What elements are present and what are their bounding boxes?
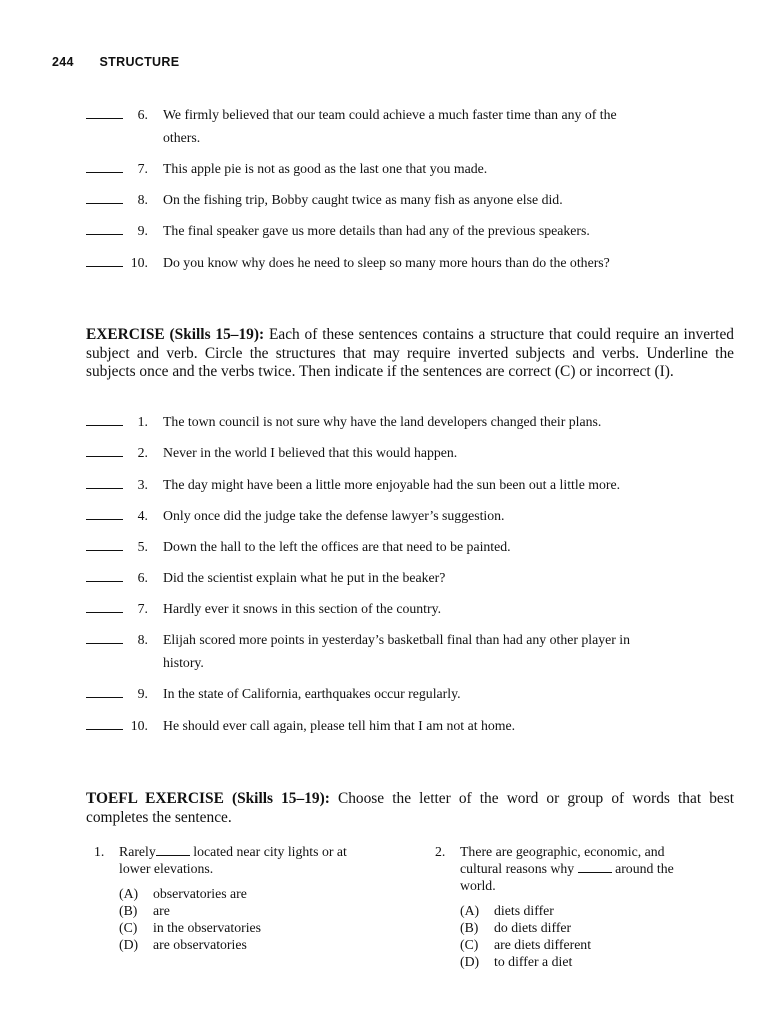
answer-options — [460, 902, 591, 970]
item-text — [163, 535, 723, 558]
item-number: 8. — [137, 192, 148, 207]
section-title: STRUCTURE — [99, 55, 180, 69]
item-text — [163, 410, 723, 433]
answer-blank — [86, 118, 123, 119]
item-text — [163, 566, 723, 589]
answer-option-a[interactable]: (A) diets differ — [460, 903, 554, 918]
item-number: 3. — [137, 477, 148, 492]
item-line: This apple pie is not as good as the last one that you made. — [163, 161, 488, 176]
item-line: In the state of California, earthquakes occur regularly. — [163, 686, 461, 701]
item-number: 9. — [137, 686, 148, 701]
item-line: The final speaker gave us more details than had any of the previous speakers. — [163, 223, 590, 238]
answer-blank — [86, 425, 123, 426]
item-number: 5. — [137, 539, 148, 554]
item-line: Elijah scored more points in yesterday’s basketball final than had any other player in — [163, 632, 631, 647]
answer-blank — [86, 172, 123, 173]
page-header — [52, 55, 179, 69]
item-text — [163, 504, 723, 527]
answer-blank — [86, 456, 123, 457]
answer-blank — [86, 519, 123, 520]
item-text — [163, 219, 723, 242]
toefl-instructions — [86, 790, 734, 827]
answer-blank — [86, 697, 123, 698]
answer-blank — [86, 266, 123, 267]
answer-option-d[interactable]: (D) are observatories — [119, 937, 247, 952]
answer-blank — [156, 843, 190, 856]
item-number: 6. — [137, 107, 148, 122]
item-line: Do you know why does he need to sleep so many more hours than do the others? — [163, 255, 610, 270]
stem-text: located near city lights or at — [193, 844, 347, 859]
item-text — [163, 157, 723, 180]
item-line: On the fishing trip, Bobby caught twice as many fish as anyone else did. — [163, 192, 563, 207]
item-text — [163, 103, 723, 149]
stem-text: Rarely — [119, 844, 156, 859]
item-line: Never in the world I believed that this would happen. — [163, 445, 458, 460]
answer-options — [119, 885, 261, 953]
item-line: Hardly ever it snows in this section of the country. — [163, 601, 442, 616]
item-text — [163, 251, 723, 274]
toefl-label: TOEFL EXERCISE (Skills 15–19): — [86, 790, 330, 807]
stem-text: There are geographic, economic, and — [460, 844, 665, 859]
question-number: 1. — [94, 844, 105, 859]
answer-blank — [578, 860, 612, 873]
question-stem — [119, 843, 389, 877]
item-number: 10. — [130, 718, 148, 733]
item-line: The day might have been a little more enjoyable had the sun been out a little more. — [163, 477, 621, 492]
answer-blank — [86, 203, 123, 204]
item-text — [163, 473, 723, 496]
item-line: Did the scientist explain what he put in the beaker? — [163, 570, 446, 585]
item-text — [163, 188, 723, 211]
answer-option-b[interactable]: (B) do diets differ — [460, 920, 572, 935]
question-number: 2. — [435, 844, 446, 859]
item-number: 4. — [137, 508, 148, 523]
answer-option-b[interactable]: (B) are — [119, 903, 170, 918]
answer-option-d[interactable]: (D) to differ a diet — [460, 954, 573, 969]
question-stem — [460, 843, 730, 894]
item-line: We firmly believed that our team could achieve a much faster time than any of the — [163, 107, 617, 122]
stem-text: cultural reasons why — [460, 861, 575, 876]
item-text — [163, 597, 723, 620]
item-text — [163, 714, 723, 737]
answer-option-a[interactable]: (A) observatories are — [119, 886, 247, 901]
item-line: He should ever call again, please tell him that I am not at home. — [163, 718, 516, 733]
answer-blank — [86, 550, 123, 551]
answer-blank — [86, 612, 123, 613]
exercise-label: EXERCISE (Skills 15–19): — [86, 326, 265, 343]
item-line: Only once did the judge take the defense lawyer’s suggestion. — [163, 508, 505, 523]
item-number: 7. — [137, 601, 148, 616]
item-line: Down the hall to the left the offices are that need to be painted. — [163, 539, 511, 554]
exercise-instructions-text: Each of these sentences contains a structure that could require an inverted subject and verb. Circle the structures that may require inverted subjects and verbs. Underline the subjects once and the verbs twice. Then indicate if the sentences are correct (C) or incorrect (I). — [86, 326, 734, 380]
answer-blank — [86, 643, 123, 644]
stem-text: world. — [460, 878, 496, 893]
item-text — [163, 628, 723, 674]
answer-blank — [86, 488, 123, 489]
item-text — [163, 441, 723, 464]
item-number: 8. — [137, 632, 148, 647]
item-number: 6. — [137, 570, 148, 585]
item-number: 1. — [137, 414, 148, 429]
item-line: others. — [163, 130, 201, 145]
item-line: history. — [163, 655, 204, 670]
item-line: The town council is not sure why have the land developers changed their plans. — [163, 414, 602, 429]
item-number: 10. — [130, 255, 148, 270]
answer-blank — [86, 729, 123, 730]
page-number: 244 — [52, 55, 74, 69]
exercise-instructions — [86, 326, 734, 382]
answer-option-c[interactable]: (C) are diets different — [460, 937, 592, 952]
answer-blank — [86, 234, 123, 235]
item-number: 7. — [137, 161, 148, 176]
toefl-instructions-text: Choose the letter of the word or group of words that best completes the sentence. — [86, 790, 734, 826]
item-text — [163, 682, 723, 705]
item-number: 9. — [137, 223, 148, 238]
answer-blank — [86, 581, 123, 582]
stem-text: lower elevations. — [119, 861, 214, 876]
stem-text: around the — [615, 861, 674, 876]
answer-option-c[interactable]: (C) in the observatories — [119, 920, 262, 935]
item-number: 2. — [137, 445, 148, 460]
